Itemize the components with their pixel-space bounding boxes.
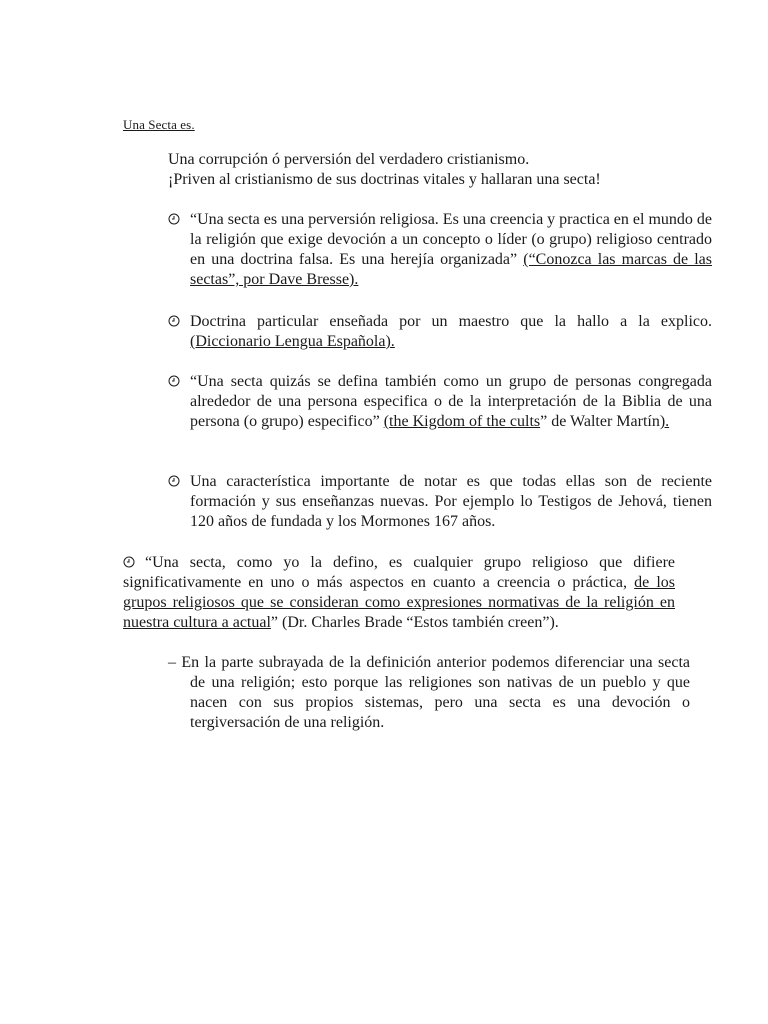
clock-icon xyxy=(168,315,180,327)
bullet-citation-2: (Diccionario Lengua Española). xyxy=(190,333,395,350)
bullet-item-1 xyxy=(168,210,712,290)
intro-block xyxy=(168,150,708,190)
bullet-citation-3-tail: ” de Walter Martín xyxy=(540,413,660,430)
clock-icon xyxy=(168,213,180,225)
bullet-text-5: “Una secta, como yo la defino, es cualquier grupo religioso que difiere significativamente en uno o más aspectos en cuanto a creencia o práctica, xyxy=(123,554,675,591)
bullet-citation-3: (the Kigdom of the cults xyxy=(383,413,541,430)
intro-line-2: ¡Priven al cristianismo de sus doctrinas vitales y hallaran una secta! xyxy=(168,171,601,188)
bullet-item-4 xyxy=(168,472,712,532)
bullet-item-5 xyxy=(123,553,675,633)
clock-icon xyxy=(123,556,135,568)
dash-marker: – xyxy=(168,654,176,671)
bullet-text-1: “Una secta es una perversión religiosa. Es una creencia y practica en el mundo de la religión que exige devoción a un concepto o líder (o grupo) religioso centrado en una doctrina falsa. Es una herejía organizada” xyxy=(190,211,712,268)
bullet-citation-3-end: ). xyxy=(659,413,670,430)
bullet-text-4: Una característica importante de notar es que todas ellas son de reciente formación y sus enseñanzas nuevas. Por ejemplo lo Testigos de Jehová, tienen 120 años de fundada y los Mormones 167 años. xyxy=(190,473,712,530)
bullet-underlined-5: de los grupos religiosos que se consideran como expresiones normativas de la religión en nuestra cultura a actual xyxy=(123,574,676,631)
clock-icon xyxy=(168,475,180,487)
dash-text: En la parte subrayada de la definición anterior podemos diferenciar una secta de una religión; esto porque las religiones son nativas de un pueblo y que nacen con sus propios sistemas, pero una secta es una devoción o tergiversación de una religión. xyxy=(181,654,690,731)
dash-item xyxy=(168,653,690,733)
bullet-tail-5: ” (Dr. Charles Brade “Estos también creen”). xyxy=(270,614,559,631)
clock-icon xyxy=(168,375,180,387)
bullet-text-2: Doctrina particular enseñada por un maestro que la hallo a la explico. xyxy=(190,313,712,330)
document-heading: Una Secta es. xyxy=(123,117,195,132)
intro-line-1: Una corrupción ó perversión del verdadero cristianismo. xyxy=(168,151,530,168)
bullet-text-3: “Una secta quizás se defina también como un grupo de personas congregada alrededor de una persona especifica o de la interpretación de la Biblia de una persona (o grupo) especifico” xyxy=(190,373,712,430)
bullet-citation-1: (“Conozca las marcas de las sectas”, por Dave Bresse). xyxy=(190,251,713,288)
bullet-item-3 xyxy=(168,372,712,432)
bullet-item-2 xyxy=(168,312,712,352)
